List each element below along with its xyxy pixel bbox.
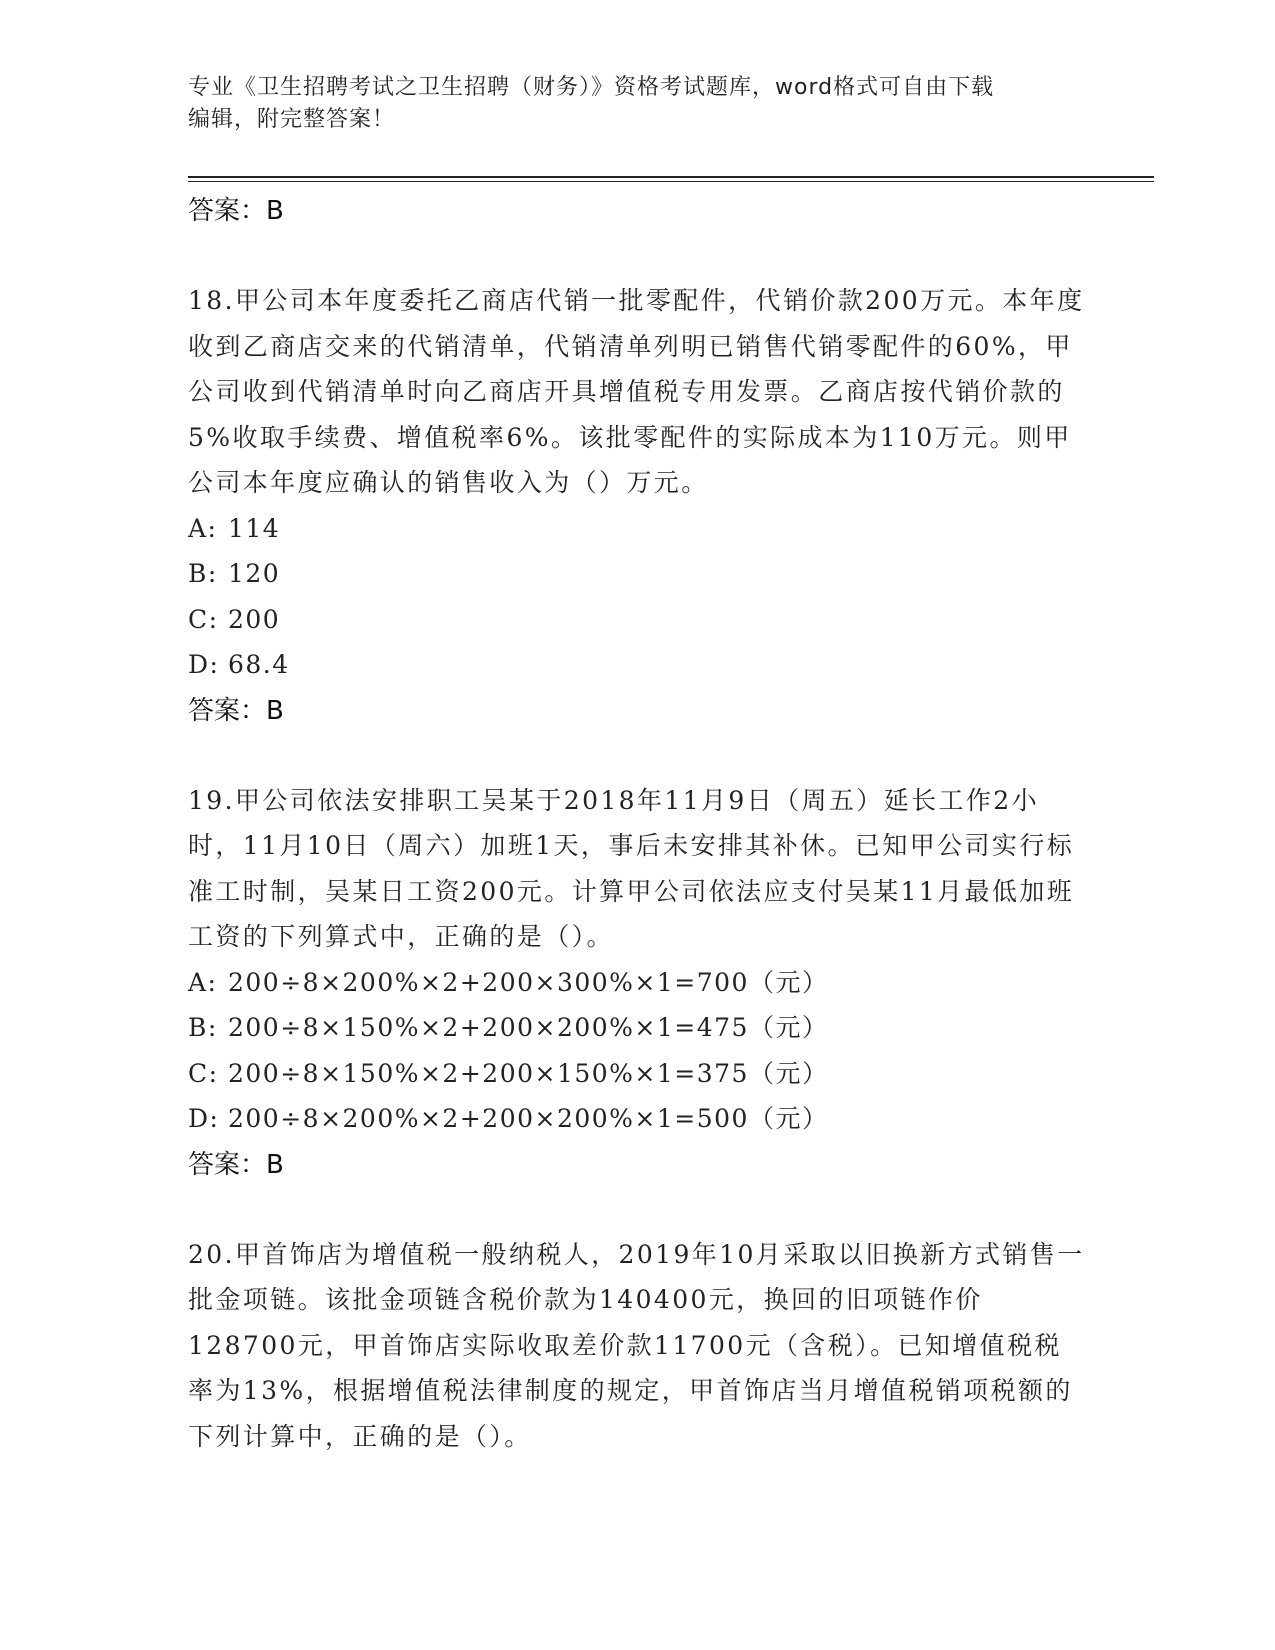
spacer	[188, 234, 1088, 278]
header-line-2: 编辑，附完整答案！	[188, 107, 396, 132]
answer-17: 答案：B	[188, 196, 284, 226]
question-20-text: 20.甲首饰店为增值税一般纳税人，2019年10月采取以旧换新方式销售一批金项链。该批金项链含税价款为140400元，换回的旧项链作价128700元，甲首饰店实际收取差价款11700元（含税）。已知增值税税率为13%，根据增值税法律制度的规定，甲首饰店当月增值税销项税额的下列计算中，正确的是（）。	[188, 1239, 1085, 1451]
spacer	[188, 734, 1088, 778]
question-18-option-d: D: 68.4	[188, 650, 290, 679]
question-18-option-b: B: 120	[188, 559, 281, 588]
question-18-option-a: A: 114	[188, 513, 281, 543]
document-header	[188, 72, 1088, 136]
header-line-1: 专业《卫生招聘考试之卫生招聘（财务）》资格考试题库，word格式可自由下载	[188, 75, 995, 100]
header-rule-thin	[188, 181, 1154, 182]
answer-18: 答案：B	[188, 695, 284, 726]
header-rule-thick	[188, 176, 1154, 178]
spacer	[188, 1188, 1088, 1232]
answer-19: 答案：B	[188, 1149, 284, 1180]
question-18-text: 18.甲公司本年度委托乙商店代销一批零配件，代销价款200万元。本年度收到乙商店交来的代销清单，代销清单列明已销售代销零配件的60%，甲公司收到代销清单时向乙商店开具增值税专用发票。乙商店按代销价款的5%收取手续费、增值税率6%。该批零配件的实际成本为110万元。则甲公司本年度应确认的销售收入为（）万元。	[188, 286, 1085, 497]
question-19-option-d: D: 200÷8×200%×2+200×200%×1=500（元）	[188, 1104, 829, 1133]
question-18	[188, 278, 1088, 734]
question-20	[188, 1232, 1088, 1460]
question-19-option-a: A: 200÷8×200%×2+200×300%×1=700（元）	[188, 967, 829, 997]
question-list	[188, 188, 1088, 1459]
question-19-option-c: C: 200÷8×150%×2+200×150%×1=375（元）	[188, 1058, 829, 1088]
question-18-option-c: C: 200	[188, 604, 281, 634]
question-19-option-b: B: 200÷8×150%×2+200×200%×1=475（元）	[188, 1013, 829, 1042]
question-19-text: 19.甲公司依法安排职工吴某于2018年11月9日（周五）延长工作2小时，11月10日（周六）加班1天，事后未安排其补休。已知甲公司实行标准工时制，吴某日工资200元。计算甲公司依法应支付吴某11月最低加班工资的下列算式中，正确的是（）。	[188, 785, 1075, 951]
question-19	[188, 778, 1088, 1188]
